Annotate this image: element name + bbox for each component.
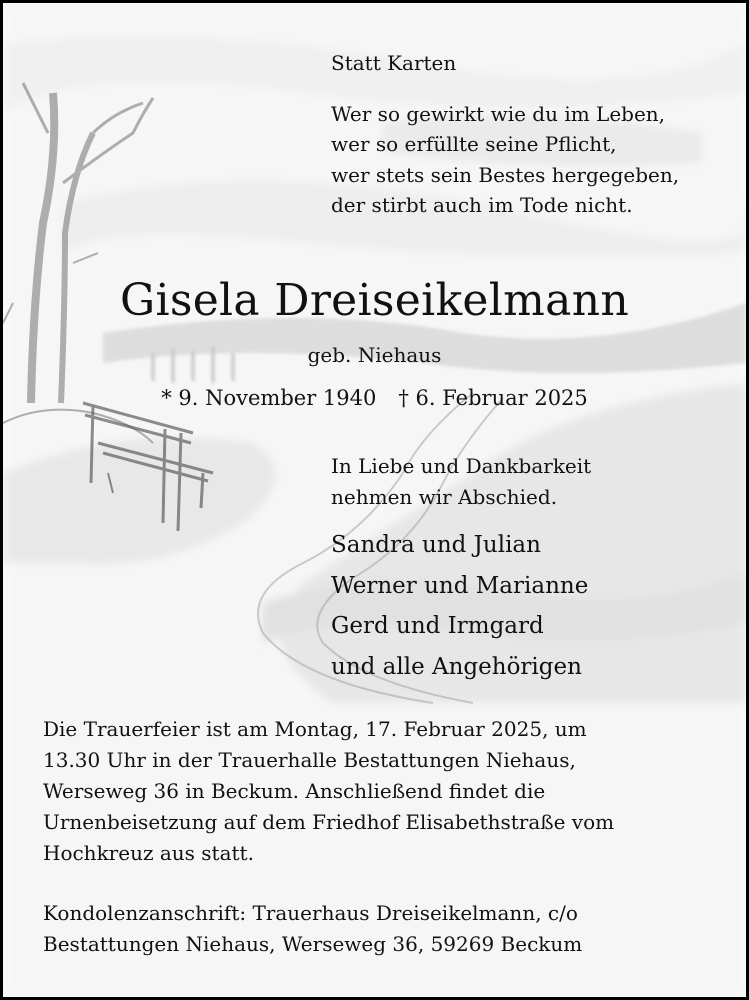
poem-line: Wer so gewirkt wie du im Leben, bbox=[331, 101, 666, 126]
service-line: Werseweg 36 in Beckum. Anschließend findet die bbox=[43, 779, 546, 803]
mourners-list bbox=[331, 525, 588, 687]
poem-line: wer so erfüllte seine Pflicht, bbox=[331, 132, 617, 156]
farewell-line: In Liebe und Dankbarkeit bbox=[331, 454, 592, 478]
death-date: † 6. Februar 2025 bbox=[398, 386, 588, 410]
service-line: Die Trauerfeier ist am Montag, 17. Februar 2025, um bbox=[43, 717, 587, 741]
address-line: Kondolenzanschrift: Trauerhaus Dreiseikelmann, c/o bbox=[43, 901, 578, 925]
deceased-name: Gisela Dreiseikelmann bbox=[120, 275, 629, 326]
heading-statt-karten: Statt Karten bbox=[331, 51, 457, 75]
poem-line: wer stets sein Bestes hergegeben, bbox=[331, 162, 680, 187]
farewell-block bbox=[331, 451, 591, 513]
poem-line: der stirbt auch im Tode nicht. bbox=[331, 193, 633, 217]
mourner-entry: Sandra und Julian bbox=[331, 532, 541, 558]
farewell-line: nehmen wir Abschied. bbox=[331, 485, 558, 509]
address-line: Bestattungen Niehaus, Werseweg 36, 59269 Beckum bbox=[43, 932, 583, 956]
motto-block bbox=[331, 48, 679, 221]
birth-name: geb. Niehaus bbox=[307, 343, 442, 367]
mourner-entry: und alle Angehörigen bbox=[331, 653, 582, 680]
service-line: Hochkreuz aus statt. bbox=[43, 841, 254, 865]
life-dates bbox=[3, 386, 746, 410]
service-line: Urnenbeisetzung auf dem Friedhof Elisabethstraße vom bbox=[43, 810, 615, 834]
service-info bbox=[43, 714, 614, 869]
condolence-address bbox=[43, 898, 582, 960]
mourner-entry: Werner und Marianne bbox=[331, 572, 589, 599]
birth-date: * 9. November 1940 bbox=[161, 386, 377, 410]
service-line: 13.30 Uhr in der Trauerhalle Bestattungen Niehaus, bbox=[43, 748, 576, 772]
mourner-entry: Gerd und Irmgard bbox=[331, 613, 544, 639]
